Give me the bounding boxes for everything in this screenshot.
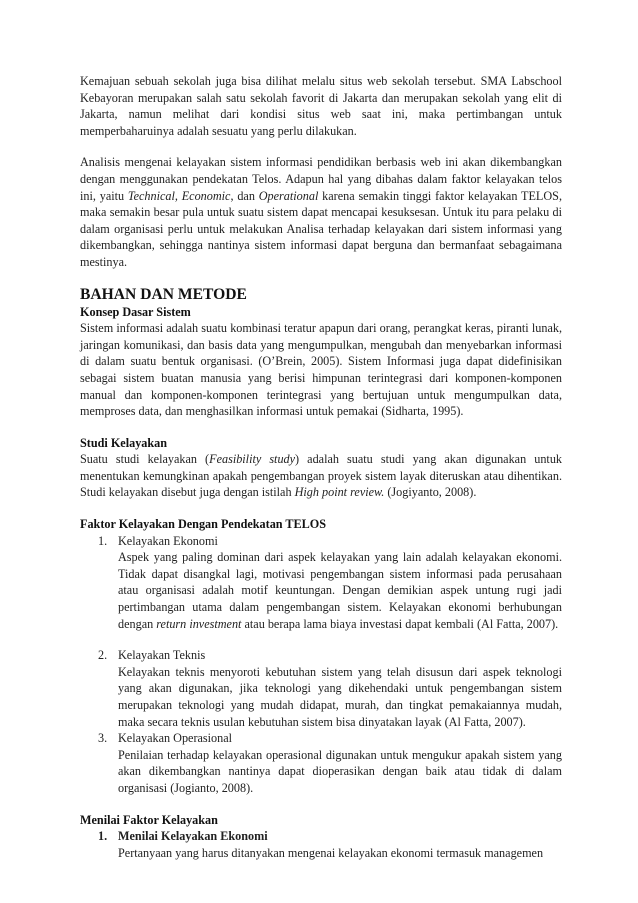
p2-text-a: Analisis mengenai kelayakan sistem informasi pendidikan berbasis web ini akan dikembangkan dengan menggunakan pendekatan Telos. Adapun hal yang dibahas dalam faktor kelayakan telos ini, yaitu — [80, 155, 562, 203]
list-number: 1. — [98, 533, 108, 548]
p2-text-b: , dan — [230, 188, 259, 203]
list-item-title: Menilai Kelayakan Ekonomi — [118, 829, 268, 844]
list-number: 2. — [98, 648, 108, 663]
studi-text-c: (Jogiyanto, 2008). — [384, 485, 477, 500]
telos-heading: Faktor Kelayakan Dengan Pendekatan TELOS — [80, 517, 327, 532]
ekonomi-text-b: atau berapa lama biaya investasi dapat kembali (Al Fatta, 2007). — [241, 616, 559, 631]
list-number: 1. — [98, 829, 108, 844]
telos-item-ekonomi — [80, 533, 562, 633]
studi-heading: Studi Kelayakan — [80, 435, 168, 450]
list-item-title: Kelayakan Ekonomi — [118, 533, 218, 548]
telos-item-teknis — [80, 647, 562, 730]
p2-italic-1: Technical, Economic — [127, 188, 231, 203]
list-number: 3. — [98, 731, 108, 746]
menilai-item-ekonomi — [80, 828, 562, 861]
list-item-text: Pertanyaan yang harus ditanyakan mengenai kelayakan ekonomi termasuk managemen — [118, 845, 544, 860]
studi-text — [80, 451, 562, 501]
telos-item-operasional — [80, 730, 562, 796]
konsep-text: Sistem informasi adalah suatu kombinasi teratur apapun dari orang, perangkat keras, piranti lunak, jaringan komunikasi, dan basis data yang mengumpulkan, mengubah dan menyebarkan informasi di dalam suatu bentuk organisasi. (O’Brein, 2005). Sistem Informasi juga dapat didefinisikan sebagai sistem buatan manusia yang berisi himpunan terintegrasi dari komponen-komponen manual dan komponen-komponen terintegrasi yang bertujuan untuk mengumpulkan data, memproses data, dan menghasilkan informasi untuk pemakai (Sidharta, 1995). — [80, 321, 562, 419]
list-item-title: Kelayakan Teknis — [118, 648, 206, 663]
studi-text-b: ) adalah suatu studi yang akan digunakan untuk menentukan kemungkinan apakah pengembangan proyek sistem layak diteruskan atau dihentikan. Studi kelayakan disebut juga dengan istilah — [80, 452, 563, 500]
section-title: BAHAN DAN METODE — [80, 285, 247, 303]
p2-italic-2: Operational — [258, 188, 319, 203]
studi-italic-2: High point review. — [294, 485, 385, 500]
intro-paragraph-2 — [80, 154, 562, 270]
list-item-text: Penilaian terhadap kelayakan operasional digunakan untuk mengukur apakah sistem yang akan dikembangkan nantinya dapat dioperasikan dengan baik atau tidak di dalam organisasi (Jogianto, 2008). — [118, 747, 562, 795]
document-page — [80, 73, 562, 861]
p2-text-c: karena semakin tinggi faktor kelayakan TELOS, maka semakin besar pula untuk suatu sistem dapat mencapai kesuksesan. Untuk itu para pelaku di dalam organisasi perlu untuk melakukan Analisa terhadap kelayakan dari sistem informasi yang dikembangkan, sehingga nantinya sistem informasi dapat berguna dan bermanfaat sebagaimana mestinya. — [80, 188, 562, 269]
ekonomi-italic: return investment — [156, 616, 242, 631]
list-item-title: Kelayakan Operasional — [118, 731, 233, 746]
konsep-heading: Konsep Dasar Sistem — [80, 304, 191, 319]
studi-italic-1: Feasibility study — [209, 452, 296, 467]
intro-paragraph-1: Kemajuan sebuah sekolah juga bisa dilihat melalu situs web sekolah tersebut. SMA Labschool Kebayoran merupakan salah satu sekolah favorit di Jakarta dan merupakan sekolah yang elit di Jakarta, namun melihat dari kondisi situs web saat ini, maka pertimbangan untuk memperbaharuinya adalah sesuatu yang perlu dilakukan. — [80, 74, 562, 138]
studi-text-a: Suatu studi kelayakan ( — [80, 452, 210, 467]
menilai-heading: Menilai Faktor Kelayakan — [80, 812, 218, 827]
list-item-text — [118, 549, 562, 632]
ekonomi-text-a: Aspek yang paling dominan dari aspek kelayakan yang lain adalah kelayakan ekonomi. Tidak dapat disangkal lagi, motivasi pengembangan sistem informasi pada perusahaan atau organisasi adalah motif keuntungan. Dengan demikian aspek untung rugi jadi pertimbangan utama dalam pengembangan sistem. Kelayakan ekonomi berhubungan dengan — [118, 550, 562, 631]
list-item-text: Kelayakan teknis menyoroti kebutuhan sistem yang telah disusun dari aspek teknologi yang akan digunakan, jika teknologi yang dikehendaki untuk pengembangan sistem merupakan teknologi yang mudah didapat, murah, dan tingkat pemakaiannya mudah, maka secara teknis usulan kebutuhan sistem bisa dinyatakan layak (Al Fatta, 2007). — [118, 664, 562, 729]
